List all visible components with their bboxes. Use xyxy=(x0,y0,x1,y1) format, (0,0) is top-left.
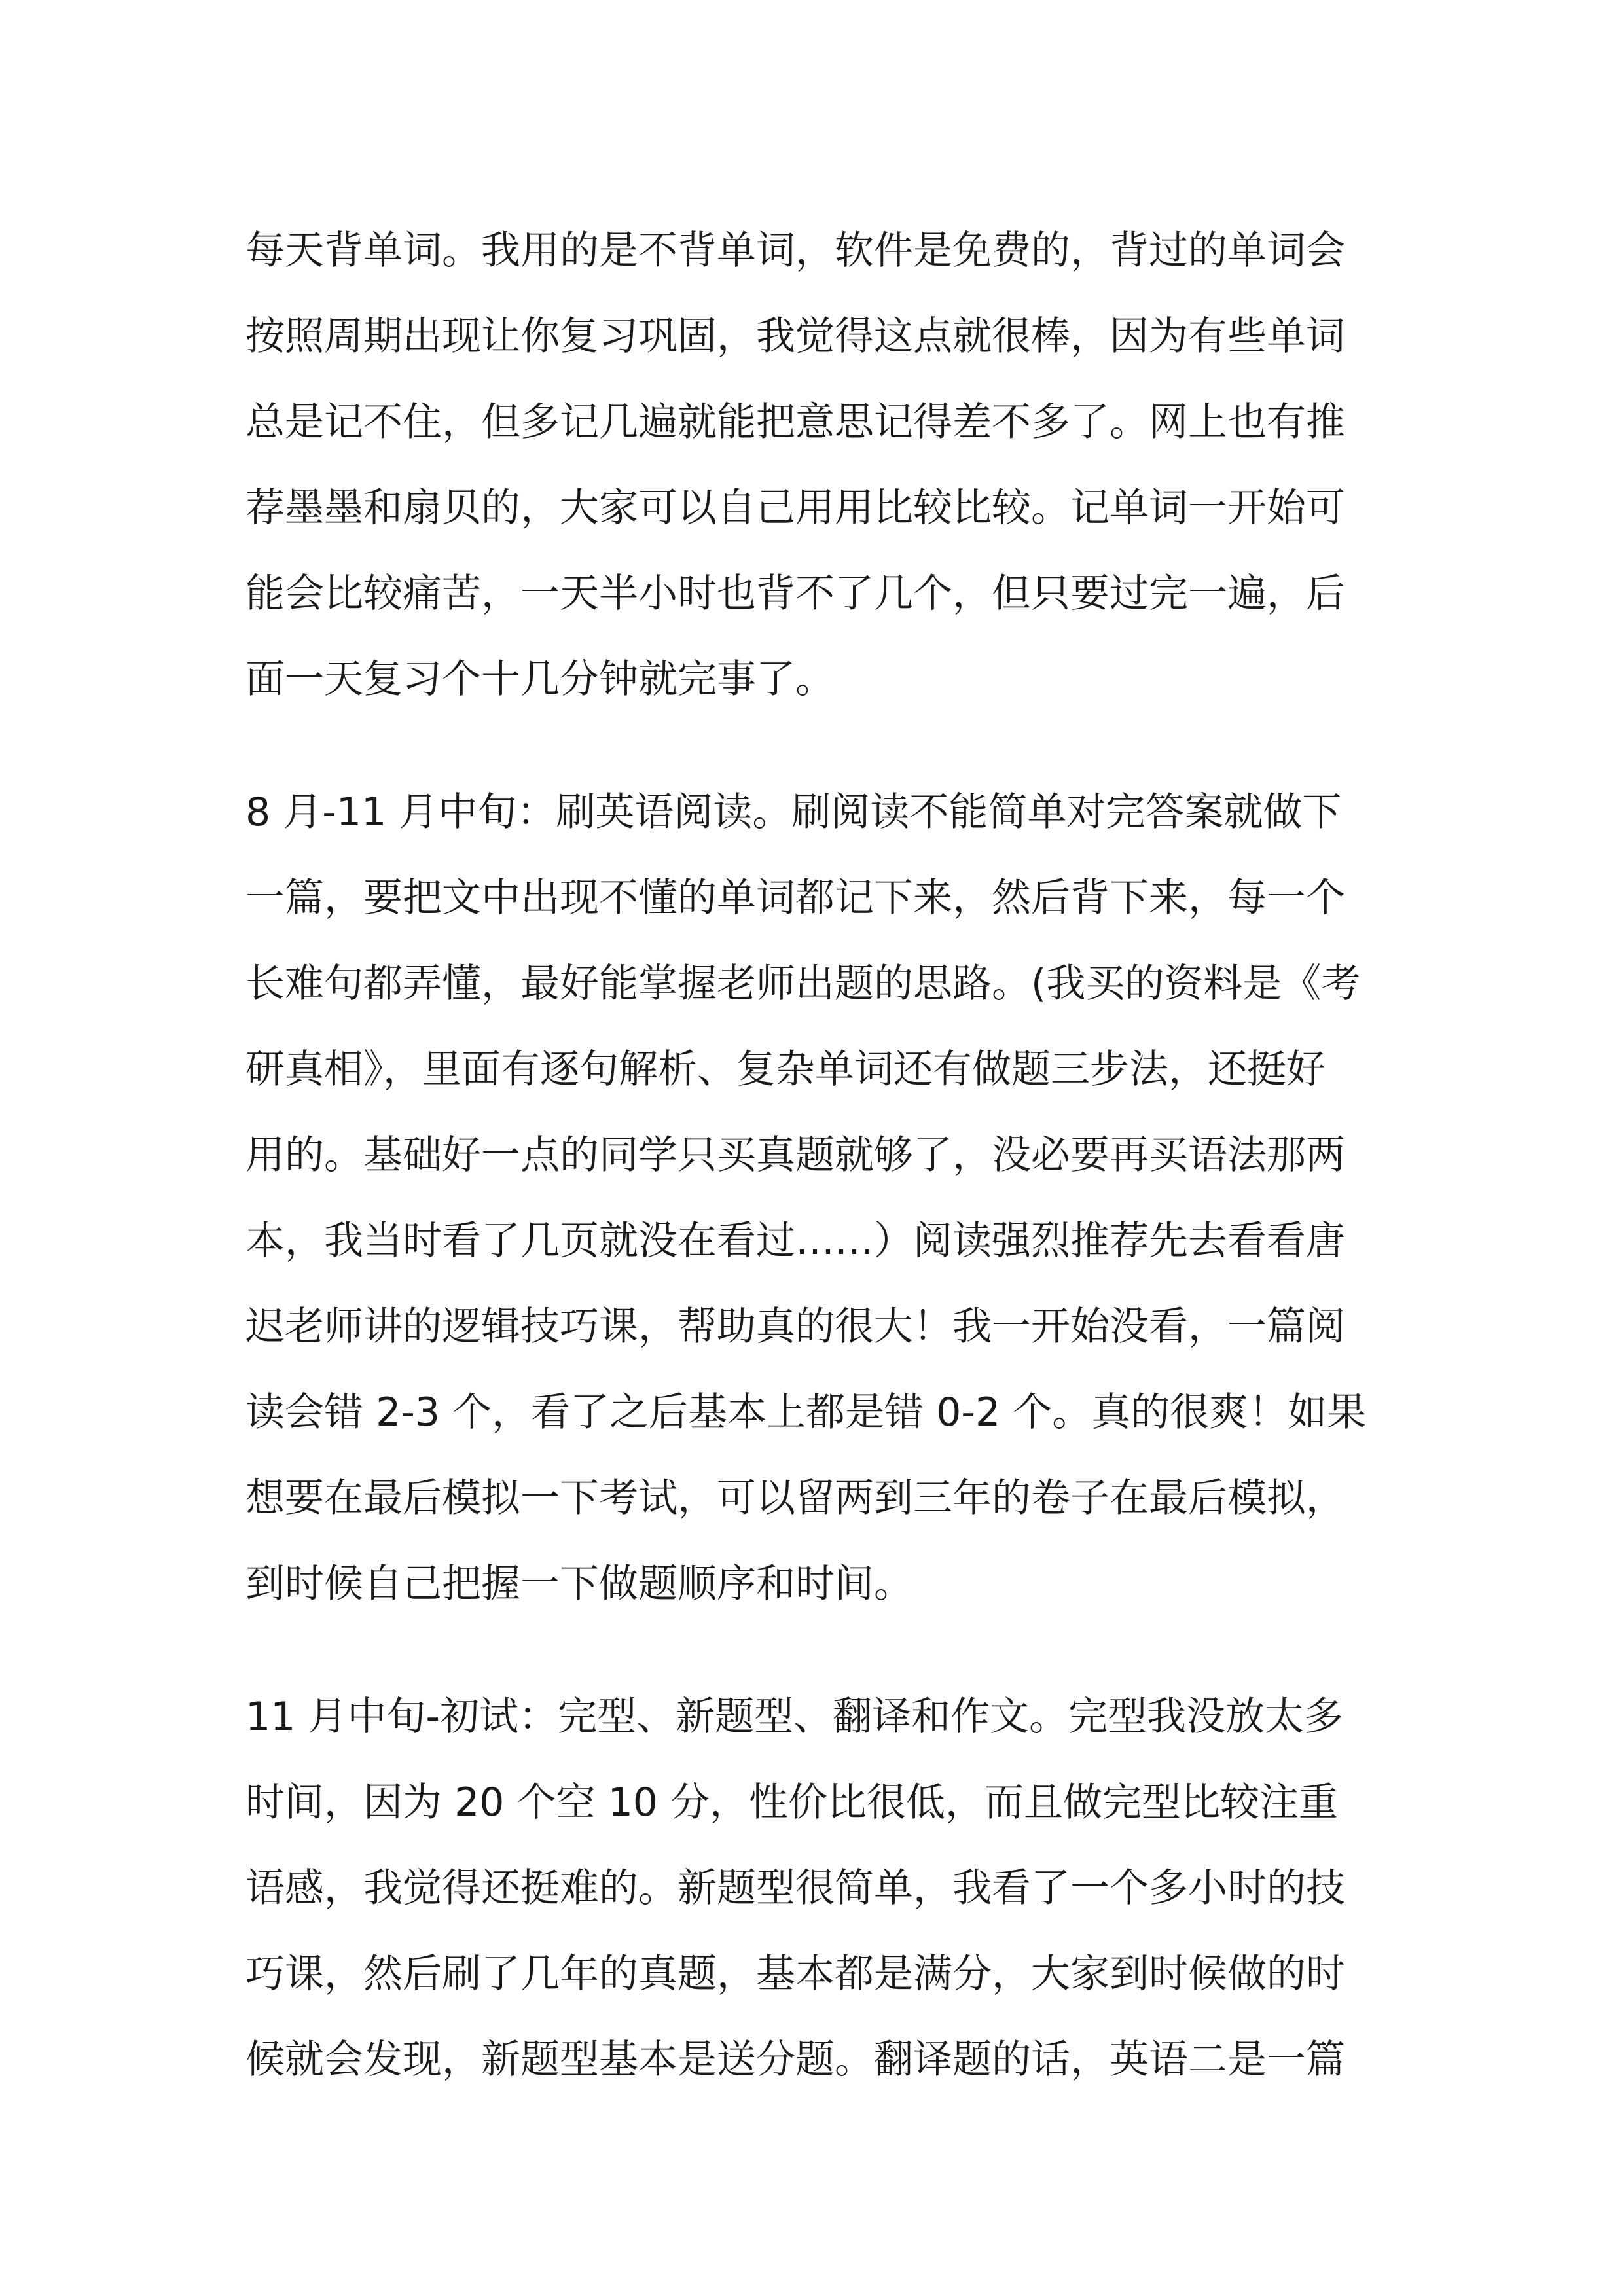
text-line: 本，我当时看了几页就没在看过……）阅读强烈推荐先去看看唐 xyxy=(245,1218,1345,1264)
text-line: 时间，因为 20 个空 10 分，性价比很低，而且做完型比较注重 xyxy=(245,1780,1338,1825)
text-line: 用的。基础好一点的同学只买真题就够了，没必要再买语法那两 xyxy=(245,1132,1345,1178)
text-line: 到时候自己把握一下做题顺序和时间。 xyxy=(245,1561,913,1607)
text-line: 一篇，要把文中出现不懂的单词都记下来，然后背下来，每一个 xyxy=(245,875,1345,921)
text-line: 总是记不住，但多记几遍就能把意思记得差不多了。网上也有推 xyxy=(245,399,1345,445)
text-line: 语感，我觉得还挺难的。新题型很简单，我看了一个多小时的技 xyxy=(245,1865,1345,1911)
text-line: 想要在最后模拟一下考试，可以留两到三年的卷子在最后模拟， xyxy=(245,1475,1345,1521)
paragraph-vocabulary xyxy=(245,208,1424,723)
text-line: 迟老师讲的逻辑技巧课，帮助真的很大！我一开始没看，一篇阅 xyxy=(245,1304,1345,1350)
text-line: 巧课，然后刷了几年的真题，基本都是满分，大家到时候做的时 xyxy=(245,1951,1345,1997)
text-line: 长难句都弄懂，最好能掌握老师出题的思路。(我买的资料是《考 xyxy=(245,961,1361,1007)
text-line: 每天背单词。我用的是不背单词，软件是免费的，背过的单词会 xyxy=(245,228,1345,274)
text-line: 面一天复习个十几分钟就完事了。 xyxy=(245,656,835,702)
text-line: 荐墨墨和扇贝的，大家可以自己用用比较比较。记单词一开始可 xyxy=(245,485,1345,531)
text-line: 能会比较痛苦，一天半小时也背不了几个，但只要过完一遍，后 xyxy=(245,571,1345,617)
document-body xyxy=(245,208,1424,2150)
text-line: 研真相》，里面有逐句解析、复杂单词还有做题三步法，还挺好 xyxy=(245,1047,1326,1092)
text-line: 按照周期出现让你复习巩固，我觉得这点就很棒，因为有些单词 xyxy=(245,314,1345,359)
text-line: 读会错 2-3 个，看了之后基本上都是错 0-2 个。真的很爽！如果 xyxy=(245,1390,1367,1435)
paragraph-reading xyxy=(245,770,1424,1627)
paragraph-final-prep xyxy=(245,1674,1424,2103)
text-line: 8 月-11 月中旬：刷英语阅读。刷阅读不能简单对完答案就做下 xyxy=(245,789,1342,835)
text-line: 11 月中旬-初试：完型、新题型、翻译和作文。完型我没放太多 xyxy=(245,1694,1344,1740)
text-line: 候就会发现，新题型基本是送分题。翻译题的话，英语二是一篇 xyxy=(245,2037,1345,2083)
